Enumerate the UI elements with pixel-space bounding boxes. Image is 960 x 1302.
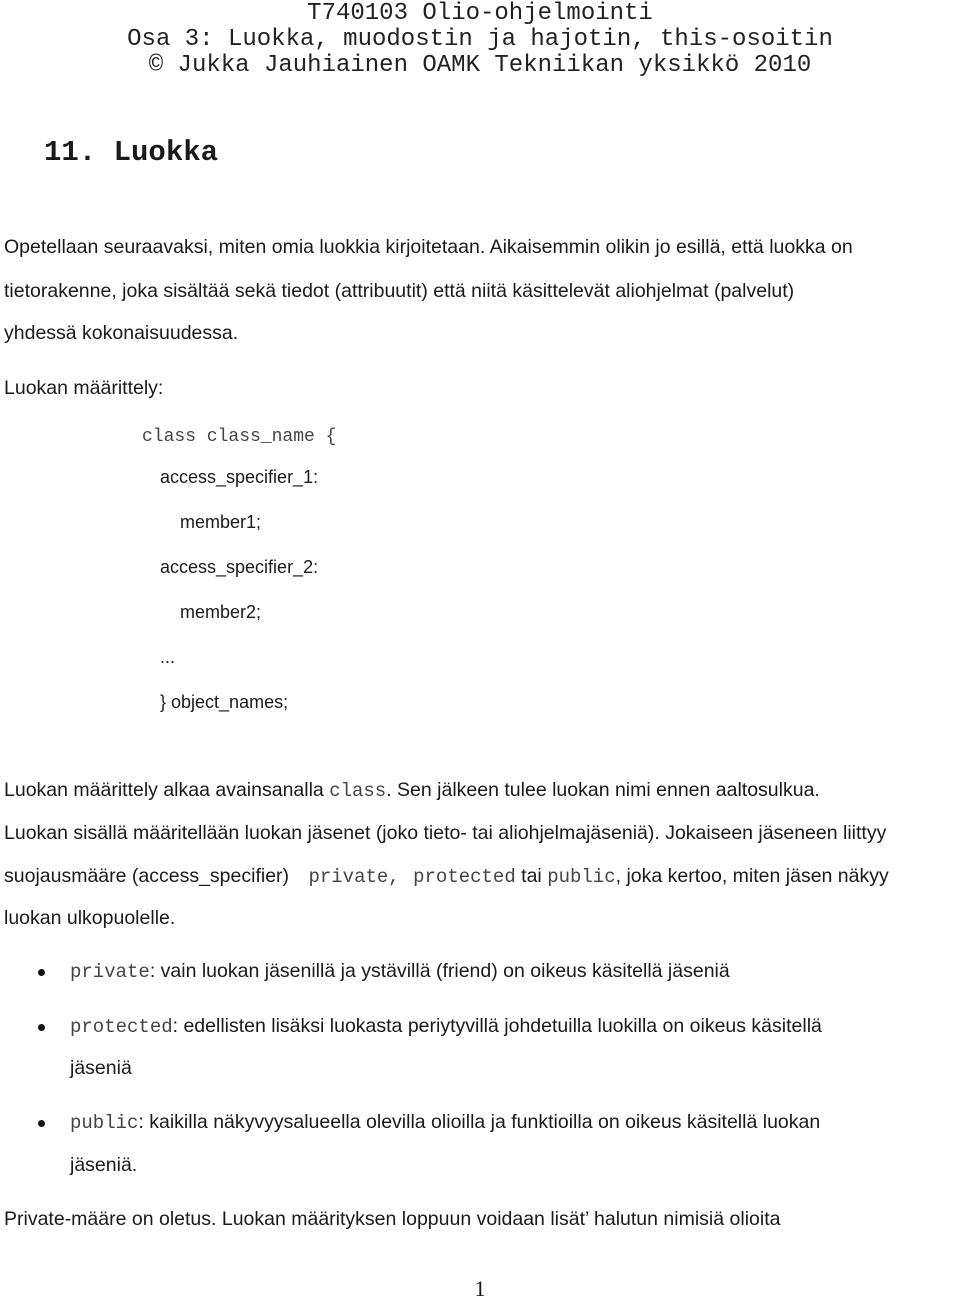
bullet-dot-icon [38,1024,45,1031]
explanation-line-1 [4,779,820,802]
code-line-access2: access_specifier_2: [160,557,319,577]
code-line-ellipsis: ... [160,647,176,667]
keyword-class: class [329,780,387,802]
bullet-public-cont: jäseniä. [70,1154,138,1176]
page-number: 1 [474,1276,486,1301]
explanation-text: tai [521,865,542,887]
explanation-text: . Sen jälkeen tulee luokan nimi ennen aaltosulkua. [386,779,820,801]
doc-header-course: T740103 Olio-ohjelmointi [307,0,653,27]
bullet-private [70,960,730,983]
explanation-line-2: Luokan sisällä määritellään luokan jäsenet (joko tieto- tai aliohjelmajäseniä). Jokaiseen jäseneen liittyy [4,822,887,844]
definition-label: Luokan määrittely: [4,377,164,399]
explanation-text: , joka kertoo, miten jäsen näkyy [615,865,889,887]
bullet-public [70,1111,820,1134]
code-line-closing: } object_names; [160,692,289,712]
keyword-protected: protected [70,1016,173,1038]
section-heading: 11. Luokka [44,136,219,169]
closing-line: Private-määre on oletus. Luokan määrityksen loppuun voidaan lisät’ halutun nimisiä olioita [4,1208,781,1230]
code-line-member2: member2; [180,602,262,622]
keyword-private: private [70,961,150,983]
code-line-class: class class_name { [142,427,337,447]
code-line-member1: member1; [180,512,262,532]
keyword-public: public [70,1112,139,1134]
bullet-dot-icon [38,1120,45,1127]
code-line-access1: access_specifier_1: [160,467,319,487]
bullet-protected-cont: jäseniä [70,1057,132,1079]
bullet-dot-icon [38,969,45,976]
intro-line-1: Opetellaan seuraavaksi, miten omia luokkia kirjoitetaan. Aikaisemmin olikin jo esillä, että luokka on [4,236,853,258]
explanation-line-3 [4,865,889,888]
explanation-line-4: luokan ulkopuolelle. [4,907,176,929]
doc-header-copyright: © Jukka Jauhiainen OAMK Tekniikan yksikkö 2010 [148,52,812,79]
keyword-private: private, [308,866,400,888]
bullet-protected [70,1015,822,1038]
doc-header-part: Osa 3: Luokka, muodostin ja hajotin, this-osoitin [127,26,833,53]
bullet-text: : kaikilla näkyvyysalueella olevilla olioilla ja funktioilla on oikeus käsitellä luokan [138,1111,821,1133]
keyword-protected: protected [413,866,516,888]
keyword-public: public [547,866,616,888]
intro-line-3: yhdessä kokonaisuudessa. [4,322,239,344]
bullet-text: : edellisten lisäksi luokasta periytyvillä johdetuilla luokilla on oikeus käsitellä [172,1015,822,1037]
explanation-text: Luokan määrittely alkaa avainsanalla [4,779,324,801]
bullet-text: : vain luokan jäsenillä ja ystävillä (friend) on oikeus käsitellä jäseniä [149,960,730,982]
intro-line-2: tietorakenne, joka sisältää sekä tiedot (attribuutit) että niitä käsittelevät aliohjelmat (palvelut) [4,280,795,302]
explanation-text: suojausmääre (access_specifier) [4,865,290,887]
